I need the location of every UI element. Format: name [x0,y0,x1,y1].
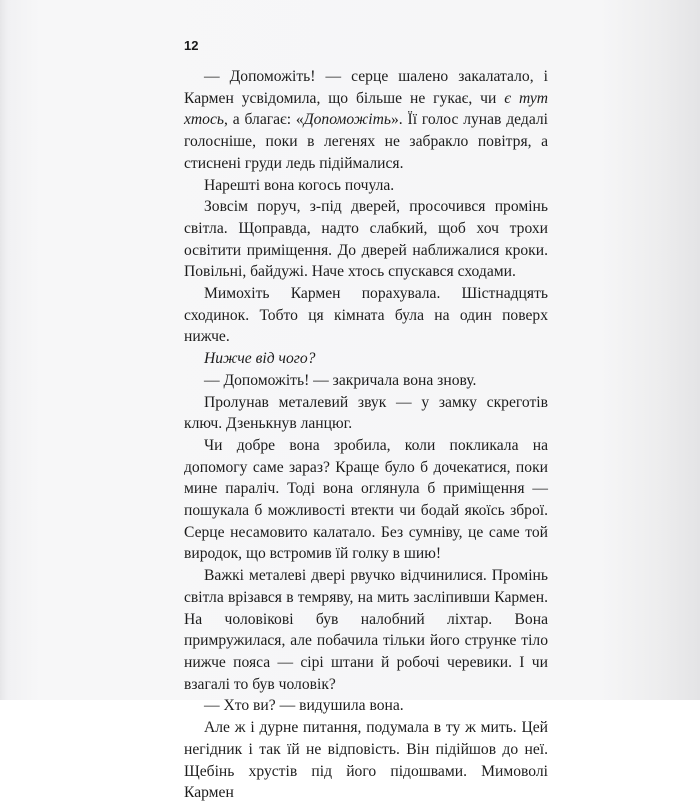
paragraph-3: Зовсім поруч, з-під дверей, просочився промінь світла. Щоправда, надто слабкий, щоб хоч трохи освітити приміщення. До дверей наближалися кроки. Повільні, байдужі. Наче хтось спускався сходами. [184,198,548,281]
paragraph-1-text-a: — Допоможіть! — серце шалено закалатало, і Кармен усвідомила, що більше не гукає, чи [184,68,548,107]
page-number: 12 [184,38,199,53]
paragraph-5-italic-thought: Нижче від чого? [204,350,316,368]
paragraph-7: Пролунав металевий звук — у замку скреготів ключ. Дзенькнув ланцюг. [184,393,548,433]
paragraph-11: Але ж і дурне питання, подумала в ту ж мить. Цей негідник і так їй не відповість. Він підійшов до неї. Щебінь хрустів під його підошвами. Мимоволі Кармен [184,719,548,802]
paragraph-1-emphasis-a: є тут хтось [184,89,548,129]
paragraph-10: — Хто ви? — видушила вона. [204,697,404,715]
paragraph-1-text-c: ». Її голос лунав дедалі голосніше, поки в легенях не забракло повітря, а стиснені груди ледь підіймалися. [184,111,549,172]
paragraph-6: — Допоможіть! — закричала вона знову. [204,371,477,389]
paragraph-1-text-b: , а благає: « [224,111,304,129]
paragraph-2: Нарешті вона когось почула. [204,176,395,194]
paragraph-8: Чи добре вона зробила, коли покликала на допомогу саме зараз? Краще було б дочекатися, поки мине параліч. Тоді вона оглянула б приміщення — пошукала б можливості втекти чи бодай якоїсь зброї. Серце несамовито калатало. Без сумніву, це саме той виродок, що встромив їй голку в шию! [184,436,548,563]
paragraph-4: Мимохіть Кармен порахувала. Шістнадцять сходинок. Тобто ця кімната була на один поверх нижче. [184,285,548,346]
paragraph-9: Важкі металеві двері рвучко відчинилися. Промінь світла врізався в темряву, на мить засліпивши Кармен. На чоловікові був налобний ліхтар. Вона примружилася, але побачила тільки його струнке тіло нижче пояса — сірі штани й робочі черевики. І чи взагалі то був чоловік? [184,567,548,693]
paragraph-1 [184,66,548,175]
page-text [184,66,548,804]
paragraph-1-emphasis-b: Допоможіть [303,111,391,129]
